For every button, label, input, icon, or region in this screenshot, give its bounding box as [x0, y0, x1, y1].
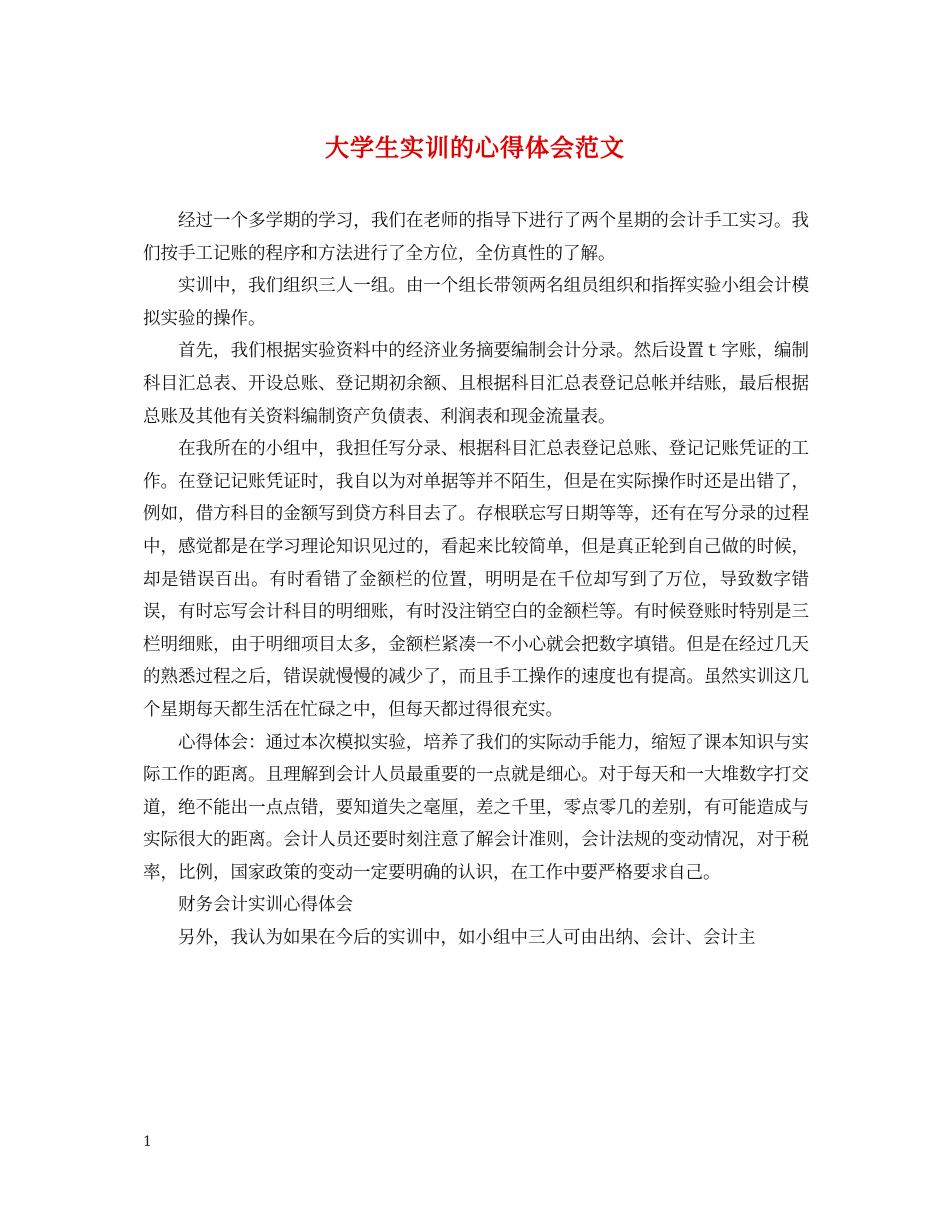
- paragraph: 首先，我们根据实验资料中的经济业务摘要编制会计分录。然后设置ｔ字账，编制科目汇总表、开设总账、登记期初余额、且根据科目汇总表登记总帐并结账，最后根据总账及其他有关资料编制资产负债表、利润表和现金流量表。: [143, 341, 809, 427]
- paragraph: 经过一个多学期的学习，我们在老师的指导下进行了两个星期的会计手工实习。我们按手工记账的程序和方法进行了全方位，全仿真性的了解。: [143, 211, 809, 264]
- paragraph: 另外，我认为如果在今后的实训中，如小组中三人可由出纳、会计、会计主: [178, 928, 756, 949]
- page-number: 1: [143, 1134, 152, 1150]
- paragraph: 实训中，我们组织三人一组。由一个组长带领两名组员组织和指挥实验小组会计模拟实验的操作。: [143, 276, 809, 329]
- paragraph: 心得体会：通过本次模拟实验，培养了我们的实际动手能力，缩短了课本知识与实际工作的距离。且理解到会计人员最重要的一点就是细心。对于每天和一大堆数字打交道，绝不能出一点点错，要知道失之毫厘，差之千里，零点零几的差别，有可能造成与实际很大的距离。会计人员还要时刻注意了解会计准则，会计法规的变动情况，对于税率，比例，国家政策的变动一定要明确的认识，在工作中要严格要求自己。: [143, 732, 809, 883]
- paragraph: 在我所在的小组中，我担任写分录、根据科目汇总表登记总账、登记记账凭证的工作。在登记记账凭证时，我自以为对单据等并不陌生，但是在实际操作时还是出错了，例如，借方科目的金额写到贷方科目去了。存根联忘写日期等等，还有在写分录的过程中，感觉都是在学习理论知识见过的，看起来比较简单，但是真正轮到自己做的时候，却是错误百出。有时看错了金额栏的位置，明明是在千位却写到了万位，导致数字错误，有时忘写会计科目的明细账，有时没注销空白的金额栏等。有时候登账时特别是三栏明细账，由于明细项目太多，金额栏紧凑一不小心就会把数字填错。但是在经过几天的熟悉过程之后，错误就慢慢的减少了，而且手工操作的速度也有提高。虽然实训这几个星期每天都生活在忙碌之中，但每天都过得很充实。: [143, 439, 809, 720]
- document-body: [143, 205, 809, 955]
- document-title: 大学生实训的心得体会范文: [325, 133, 625, 162]
- section-heading: 财务会计实训心得体会: [178, 895, 353, 916]
